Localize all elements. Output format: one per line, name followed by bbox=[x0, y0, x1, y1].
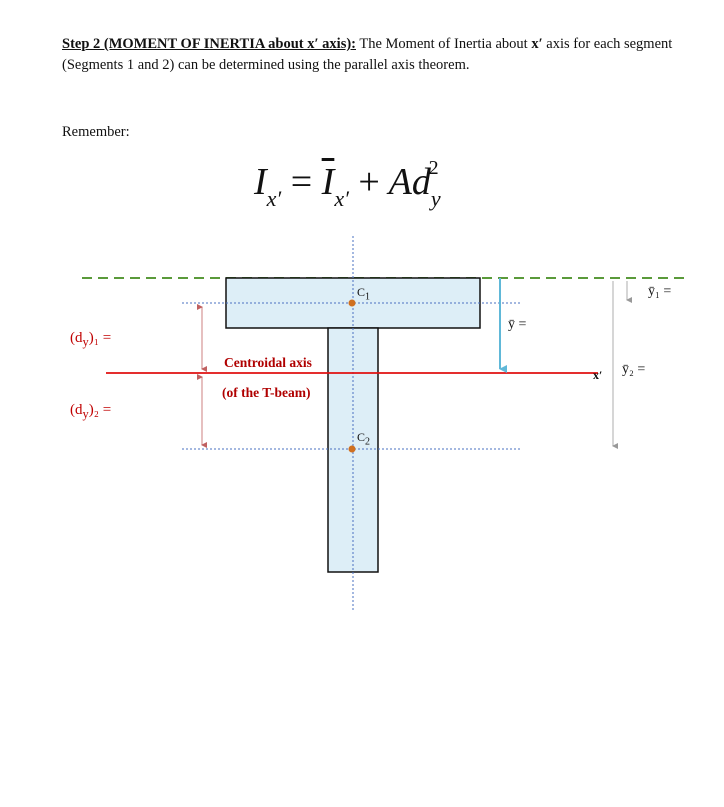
intro-text-2: axis for each segment (Segments 1 and 2) can be determined using the parallel axis theorem. bbox=[62, 36, 673, 73]
centroidal-axis-label: Centroidal axis bbox=[224, 355, 312, 370]
formula-lhs-sub: x′ bbox=[266, 186, 282, 211]
formula-equals: = bbox=[290, 161, 313, 203]
xprime-axis-label: x′ bbox=[593, 368, 603, 382]
dy1-label: $(d_y)_1$ = bbox=[70, 330, 112, 349]
ybar-label: ȳ = bbox=[508, 317, 527, 332]
ybar1-label: ȳ₁ = bbox=[648, 284, 672, 299]
c2-dot bbox=[349, 446, 356, 453]
formula-term1: $\overline{I}$ bbox=[321, 161, 335, 203]
formula-term2-sub: y bbox=[430, 186, 441, 211]
formula-exponent: 2 bbox=[428, 157, 439, 179]
intro-text-1: The Moment of Inertia about bbox=[359, 36, 528, 52]
formula-term1-sub: x′ bbox=[334, 186, 349, 211]
formula-plus: + bbox=[358, 161, 380, 203]
c2-label: $C_2$ bbox=[357, 430, 371, 448]
c1-dot bbox=[349, 300, 356, 307]
dy2-label: $(d_y)_2$ = bbox=[70, 402, 112, 421]
remember-label: Remember: bbox=[62, 124, 130, 140]
ybar2-label: ȳ₂ = bbox=[622, 362, 646, 377]
step-heading: Step 2 (MOMENT OF INERTIA about x′ axis): bbox=[62, 36, 356, 52]
formula-lhs: I bbox=[254, 161, 267, 203]
axis-symbol: x′ bbox=[531, 36, 543, 52]
centroidal-axis-sublabel: (of the T-beam) bbox=[222, 385, 311, 400]
formula-term2: Ad bbox=[388, 161, 431, 203]
c1-label: $C_1$ bbox=[357, 285, 371, 303]
